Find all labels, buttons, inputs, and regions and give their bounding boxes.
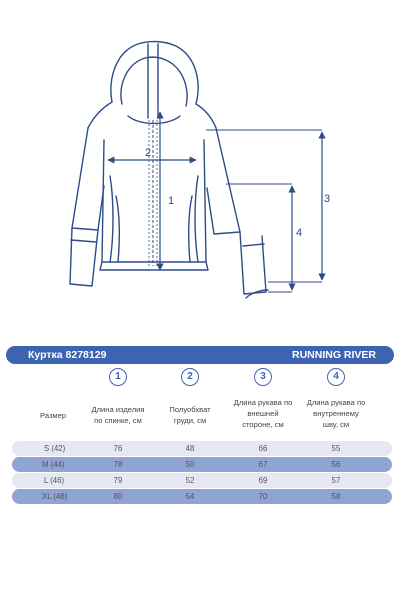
cell-outer-sleeve: 70 [258, 492, 268, 501]
column-number-3: 3 [254, 368, 272, 386]
column-number-1: 1 [109, 368, 127, 386]
cell-inner-sleeve: 57 [331, 476, 341, 485]
cell-size: M (44) [42, 460, 65, 469]
callout-2: 2 [145, 147, 152, 159]
cell-outer-sleeve: 67 [258, 460, 268, 469]
cell-inner-sleeve: 58 [331, 492, 341, 501]
table-row [12, 457, 392, 472]
table-row [12, 441, 392, 456]
cell-inner-sleeve: 56 [331, 460, 341, 469]
cell-back-length: 76 [113, 444, 123, 453]
table-row [12, 489, 392, 504]
cell-half-chest: 48 [185, 444, 195, 453]
brand-name: RUNNING RIVER [291, 349, 376, 361]
cell-outer-sleeve: 69 [258, 476, 268, 485]
header-back-length: Длина изделия по спинке, см [91, 405, 145, 425]
cell-size: S (42) [44, 444, 66, 453]
header-size: Размер [40, 411, 67, 420]
cell-size: XL (48) [42, 492, 68, 501]
cell-half-chest: 54 [185, 492, 195, 501]
column-number-4: 4 [327, 368, 345, 386]
header-inner-sleeve: Длина рукава по внутреннему шву, см [306, 398, 366, 429]
cell-back-length: 78 [113, 460, 123, 469]
callout-4: 4 [296, 227, 303, 239]
cell-outer-sleeve: 66 [258, 444, 268, 453]
cell-back-length: 79 [113, 476, 123, 485]
size-table-title-bar [6, 346, 394, 364]
cell-half-chest: 52 [185, 476, 195, 485]
cell-back-length: 80 [113, 492, 123, 501]
table-row [12, 473, 392, 488]
cell-half-chest: 50 [185, 460, 195, 469]
cell-inner-sleeve: 55 [331, 444, 341, 453]
column-number-2: 2 [181, 368, 199, 386]
product-title: Куртка 8278129 [28, 349, 107, 361]
header-outer-sleeve: Длина рукава по внешней стороне, см [233, 398, 293, 429]
cell-size: L (46) [44, 476, 65, 485]
header-half-chest: Полуобхват груди, см [169, 405, 211, 425]
jacket-outline [70, 42, 268, 298]
callout-3: 3 [324, 193, 331, 205]
callout-1: 1 [168, 195, 175, 207]
